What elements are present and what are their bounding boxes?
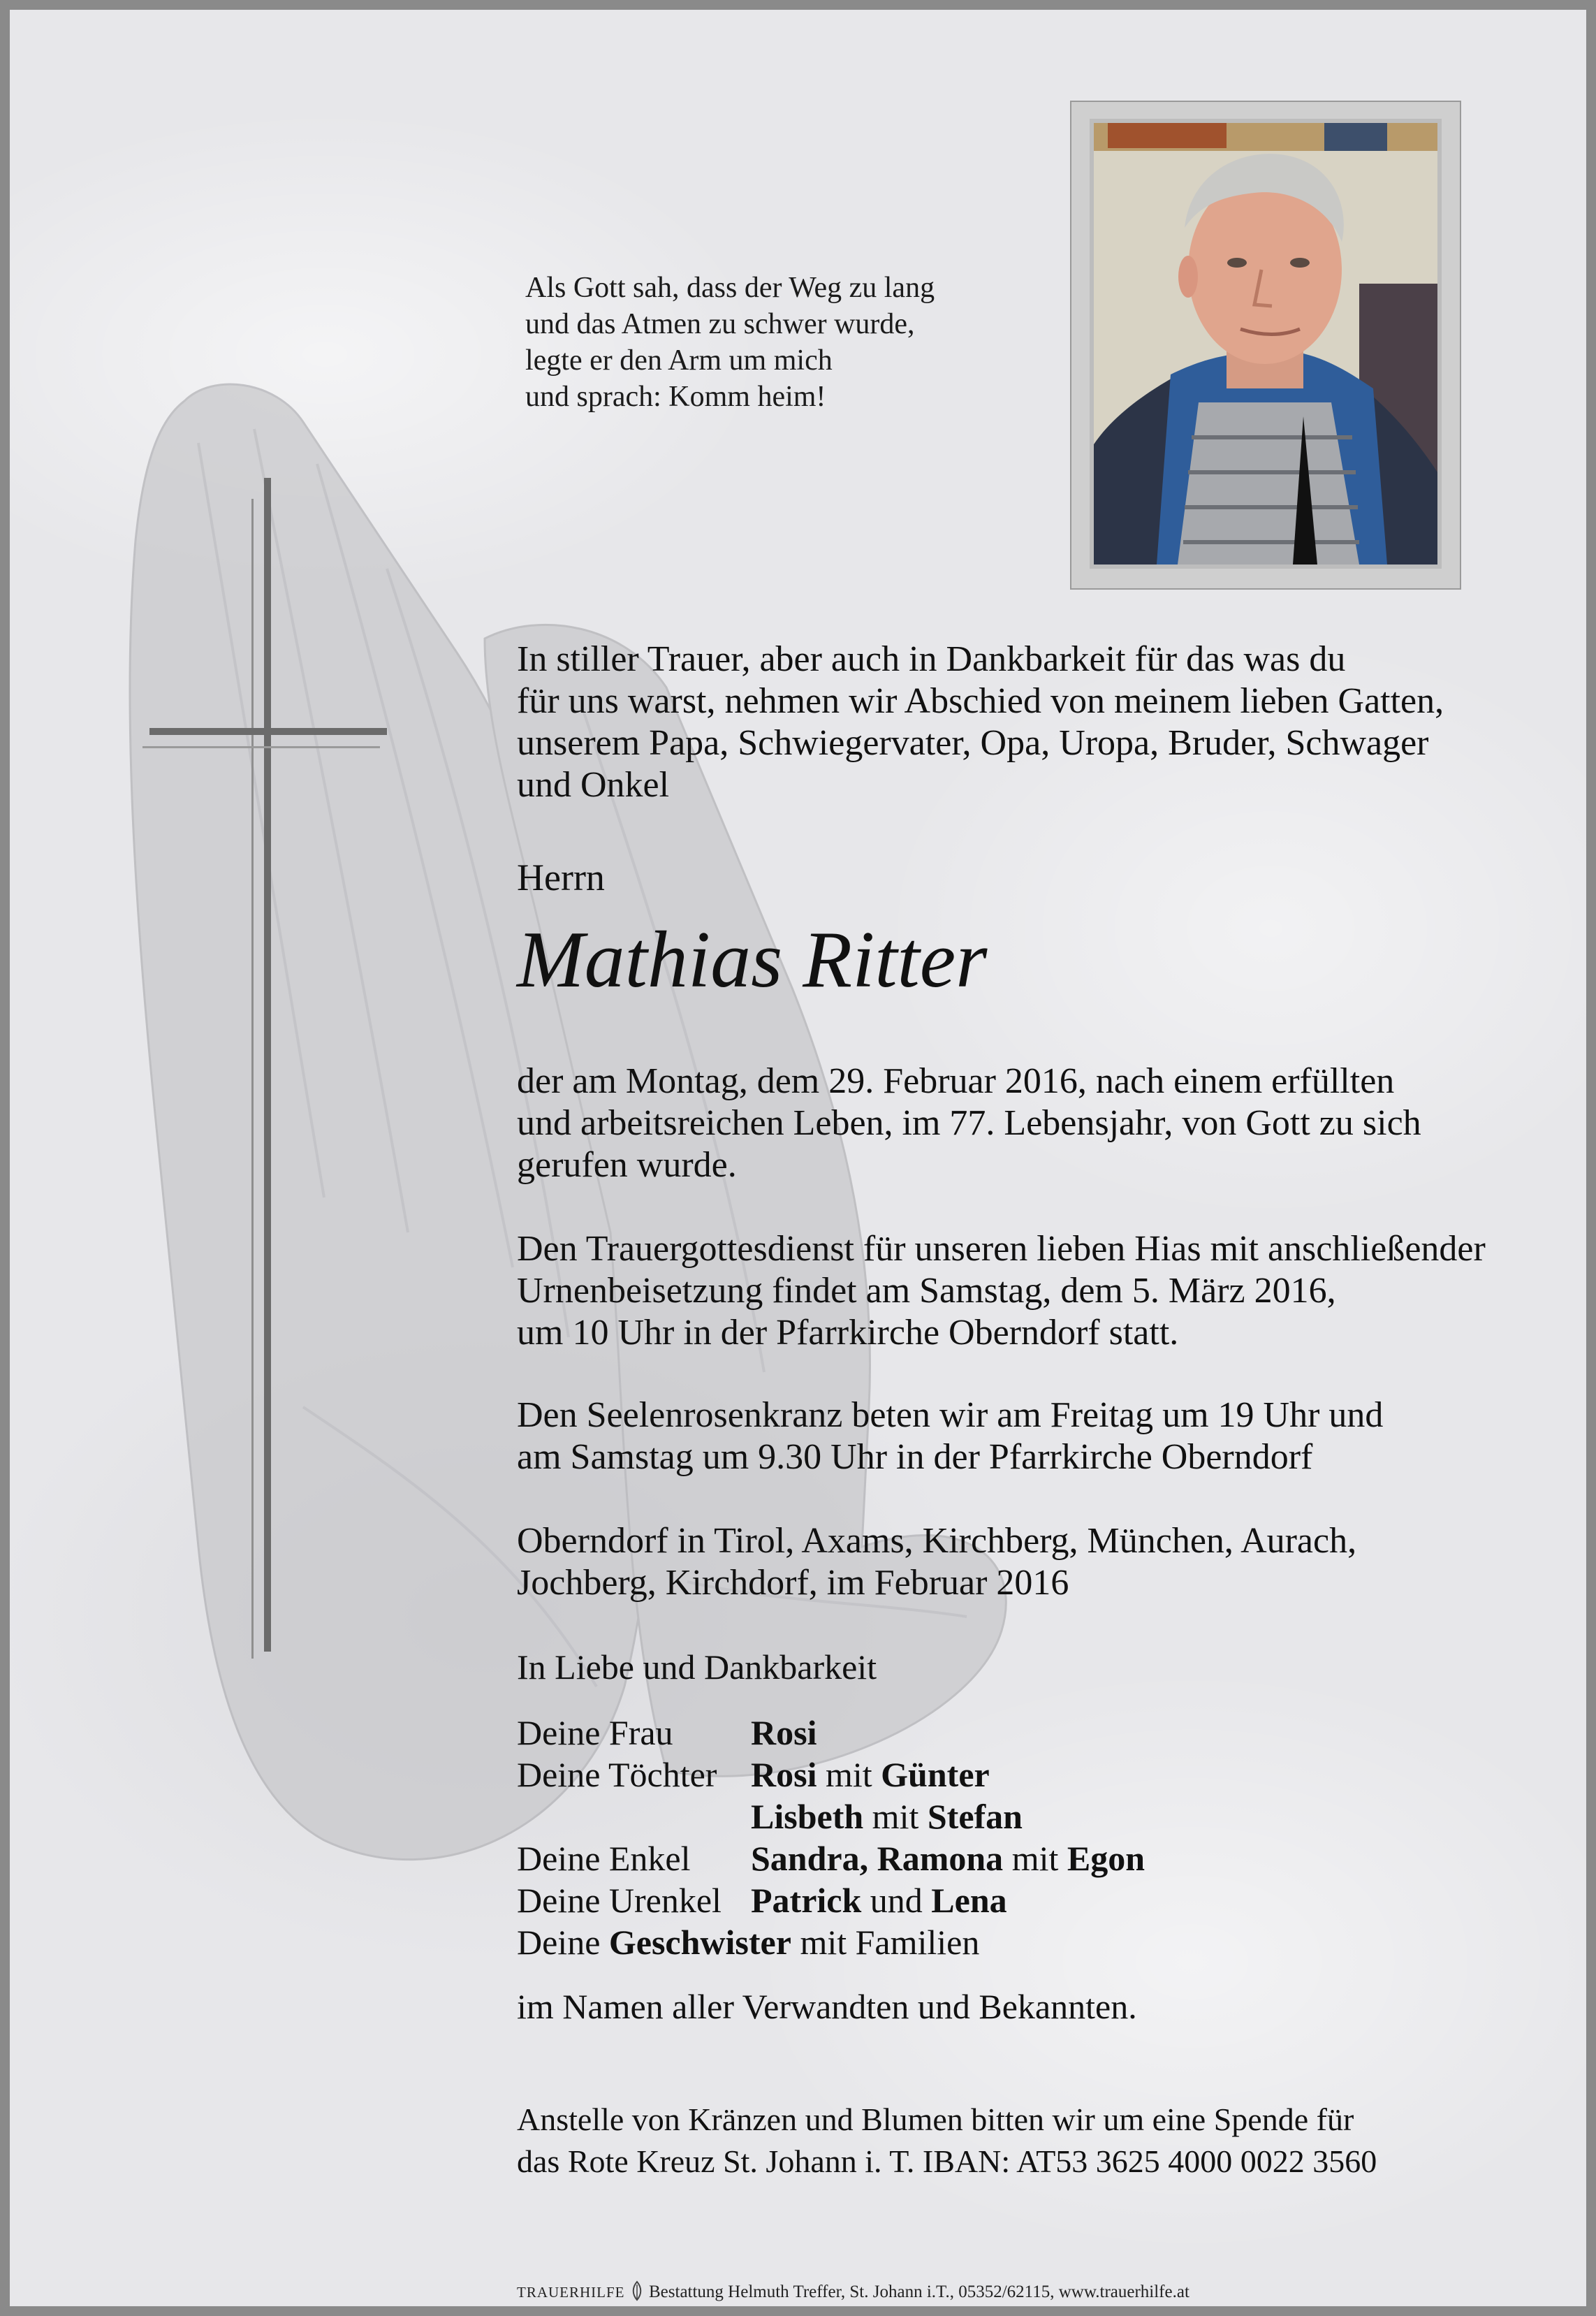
poem-line: Als Gott sah, dass der Weg zu lang: [525, 272, 935, 304]
funeral-service-info: [517, 1228, 1537, 1354]
family-connector: mit Familien: [800, 1923, 980, 1962]
footer-brand: TRAUERHILFE: [517, 2284, 625, 2301]
family-member: Lena: [931, 1881, 1007, 1920]
family-connector: und: [870, 1881, 923, 1920]
leaf-icon: [629, 2280, 645, 2301]
closing-line: im Namen aller Verwandten und Bekannten.: [517, 1987, 1137, 2026]
portrait-photo-frame: [1070, 101, 1461, 590]
rosary-info: [517, 1394, 1537, 1478]
rosary-line: Den Seelenrosenkranz beten wir am Freitag um 19 Uhr und: [517, 1395, 1384, 1435]
intro-line: und Onkel: [517, 765, 670, 805]
family-connector: mit: [872, 1797, 919, 1836]
family-member: Lisbeth: [751, 1797, 864, 1836]
poem-line: und sprach: Komm heim!: [525, 381, 826, 413]
portrait-image: [1094, 123, 1437, 565]
poem: [525, 270, 935, 415]
death-notice: [517, 1061, 1537, 1186]
family-member: Rosi: [751, 1713, 817, 1752]
family-member: Rosi: [751, 1755, 817, 1794]
service-line: um 10 Uhr in der Pfarrkirche Oberndorf statt.: [517, 1313, 1179, 1353]
donation-request: [517, 2099, 1537, 2183]
rosary-line: am Samstag um 9.30 Uhr in der Pfarrkirche Oberndorf: [517, 1437, 1313, 1477]
donation-line: das Rote Kreuz St. Johann i. T. IBAN: AT53 3625 4000 0022 3560: [517, 2143, 1377, 2179]
family-member: Günter: [881, 1755, 990, 1794]
family-member: Stefan: [927, 1797, 1023, 1836]
family-relation: Deine Frau: [517, 1713, 673, 1752]
family-relation: Deine Töchter: [517, 1755, 717, 1794]
intro-line: für uns warst, nehmen wir Abschied von meinem lieben Gatten,: [517, 681, 1444, 721]
love-line: In Liebe und Dankbarkeit: [517, 1647, 877, 1687]
family-connector: mit: [825, 1755, 872, 1794]
family-relation: Deine Enkel: [517, 1839, 691, 1878]
cross-icon: [142, 471, 394, 1659]
portrait-photo: [1090, 119, 1442, 569]
death-notice-line: und arbeitsreichen Leben, im 77. Lebensjahr, von Gott zu sich: [517, 1103, 1421, 1143]
salutation: Herrn: [517, 857, 605, 898]
family-relation: Deine Urenkel: [517, 1881, 722, 1920]
places-line: Jochberg, Kirchdorf, im Februar 2016: [517, 1563, 1069, 1603]
family-member: Patrick: [751, 1881, 862, 1920]
footer-text: Bestattung Helmuth Treffer, St. Johann i.T., 05352/62115, www.trauerhilfe.at: [649, 2282, 1189, 2301]
family-member: Egon: [1067, 1839, 1145, 1878]
death-notice-line: der am Montag, dem 29. Februar 2016, nach einem erfüllten: [517, 1061, 1395, 1101]
family-connector: mit: [1011, 1839, 1059, 1878]
service-line: Urnenbeisetzung findet am Samstag, dem 5. März 2016,: [517, 1271, 1336, 1311]
deceased-name: Mathias Ritter: [517, 915, 988, 1005]
death-notice-line: gerufen wurde.: [517, 1145, 737, 1185]
poem-line: und das Atmen zu schwer wurde,: [525, 308, 915, 340]
family-relation: Deine: [517, 1923, 601, 1962]
family-member: Geschwister: [608, 1923, 791, 1962]
places-date: [517, 1520, 1537, 1604]
donation-line: Anstelle von Kränzen und Blumen bitten wir um eine Spende für: [517, 2102, 1354, 2137]
service-line: Den Trauergottesdienst für unseren lieben Hias mit anschließender: [517, 1229, 1486, 1269]
intro-paragraph: [517, 639, 1537, 806]
intro-line: In stiller Trauer, aber auch in Dankbarkeit für das was du: [517, 639, 1346, 679]
footer: [517, 2280, 1189, 2302]
family-member: Sandra, Ramona: [751, 1839, 1004, 1878]
poem-line: legte er den Arm um mich: [525, 344, 833, 377]
intro-line: unserem Papa, Schwiegervater, Opa, Uropa, Bruder, Schwager: [517, 723, 1429, 763]
places-line: Oberndorf in Tirol, Axams, Kirchberg, München, Aurach,: [517, 1521, 1357, 1561]
